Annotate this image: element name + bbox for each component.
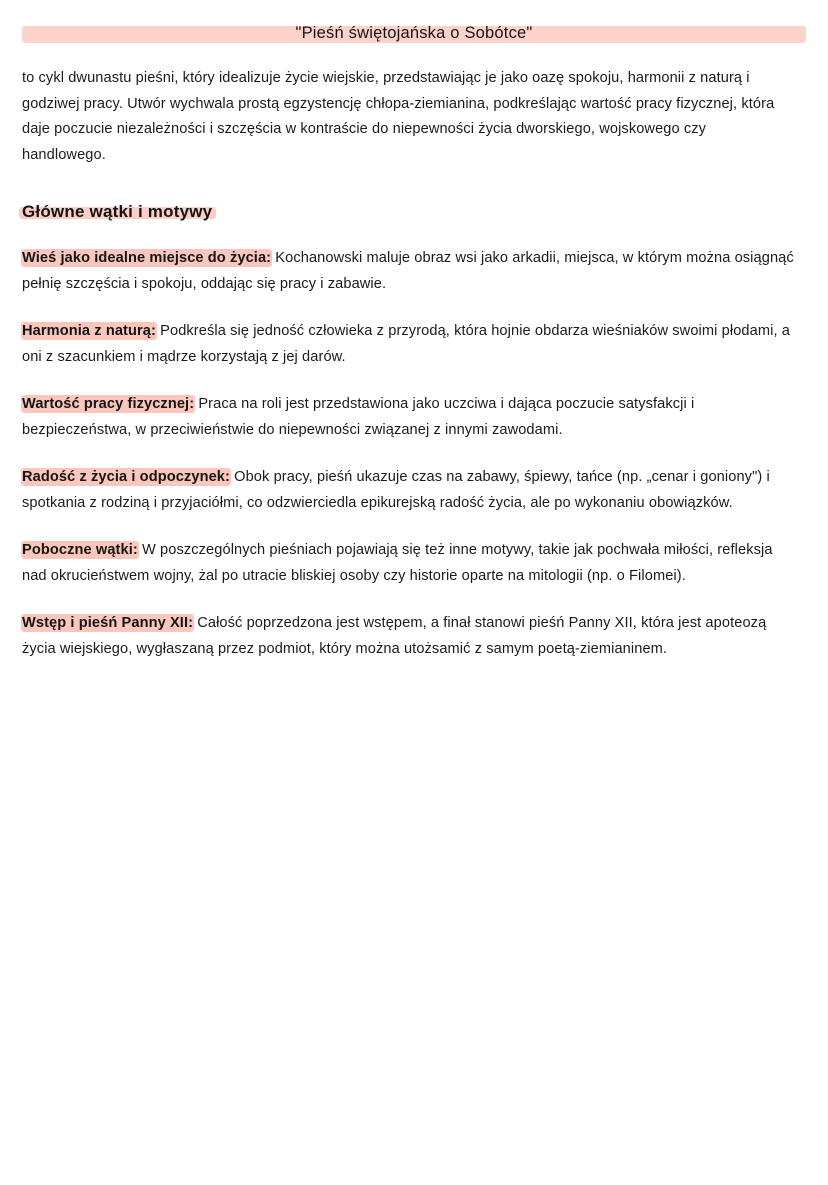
list-item [22, 538, 796, 589]
list-item-text: Obok pracy, pieśń ukazuje czas na zabawy, śpiewy, tańce (np. „cenar i goniony") i spotkania z rodziną i przyjaciółmi, co odzwierciedla epikurejską radość życia, ale po wykonaniu obowiązków. [22, 469, 770, 511]
list-item-label: Poboczne wątki: [22, 542, 138, 558]
list-item-label: Wartość pracy fizycznej: [22, 396, 195, 412]
list-item-text: Podkreśla się jedność człowieka z przyrodą, która hojnie obdarza wieśniaków swoimi płodami, a oni z szacunkiem i mądrze korzystają z jej darów. [22, 323, 790, 365]
list-item-label: Harmonia z naturą: [22, 323, 156, 339]
page-title [22, 18, 806, 50]
page-title-text: "Pieśń świętojańska o Sobótce" [295, 24, 533, 42]
list-item [22, 392, 796, 443]
list-item [22, 465, 796, 516]
list-item [22, 319, 796, 370]
list-item-label: Wstęp i pieśń Panny XII: [22, 615, 194, 631]
section-heading-text: Główne wątki i motywy [22, 202, 213, 221]
list-item [22, 246, 796, 297]
list-item [22, 611, 796, 662]
list-item-text: Całość poprzedzona jest wstępem, a finał stanowi pieśń Panny XII, która jest apoteozą życia wiejskiego, wygłaszaną przez podmiot, który można utożsamić z samym poetą-ziemianinem. [22, 615, 767, 657]
intro-paragraph: to cykl dwunastu pieśni, który idealizuje życie wiejskie, przedstawiając je jako oazę spokoju, harmonii z naturą i godziwej pracy. Utwór wychwala prostą egzystencję chłopa-ziemianina, podkreślając wartość pracy fizycznej, która daje poczucie niezależności i szczęścia w kontraście do niepewności życia dworskiego, wojskowego czy handlowego. [22, 70, 775, 163]
list-item-label: Radość z życia i odpoczynek: [22, 469, 230, 485]
list-item-text: Kochanowski maluje obraz wsi jako arkadii, miejsca, w którym można osiągnąć pełnię szczęścia i spokoju, oddając się pracy i zabawie. [22, 250, 794, 292]
list-item-text: Praca na roli jest przedstawiona jako uczciwa i dająca poczucie satysfakcji i bezpieczeństwa, w przeciwieństwie do niepewności związanej z innymi zawodami. [22, 396, 695, 438]
list-item-text: W poszczególnych pieśniach pojawiają się też inne motywy, takie jak pochwała miłości, refleksja nad okrucieństwem wojny, żal po utracie bliskiej osoby czy historie oparte na mitologii (np. o Filomei). [22, 542, 773, 584]
section-heading [22, 202, 212, 222]
list-item-label: Wieś jako idealne miejsce do życia: [22, 250, 272, 266]
document-page [0, 18, 828, 1185]
